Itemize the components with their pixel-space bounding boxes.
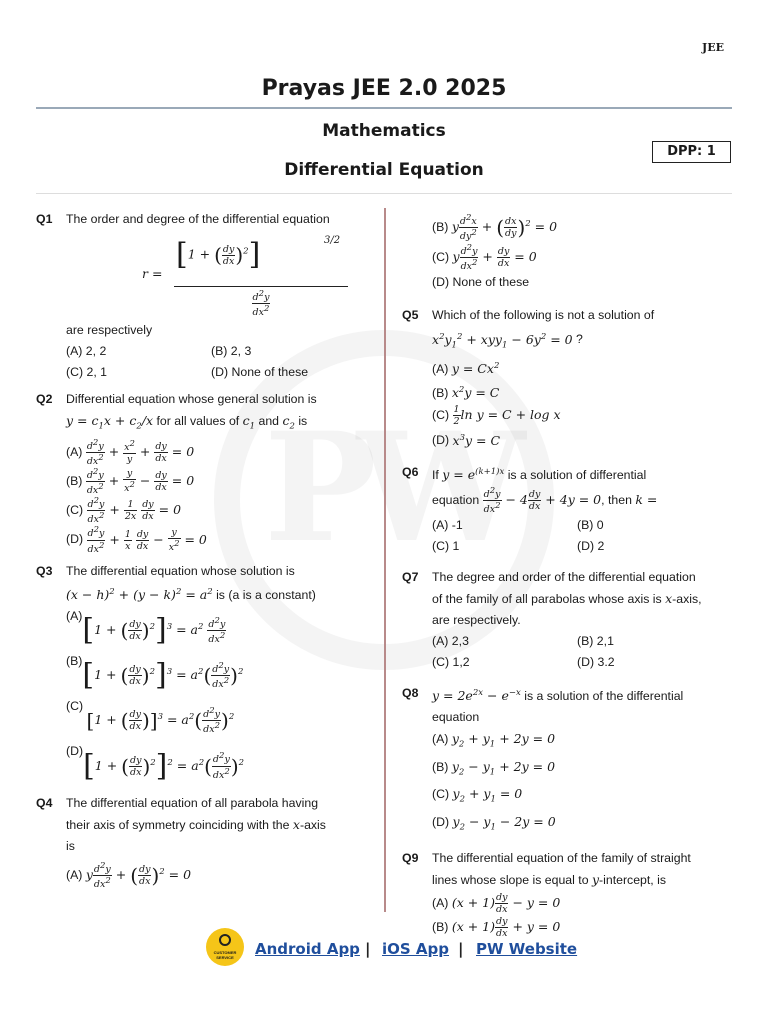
question-text: The differential equation of all parabola having bbox=[66, 795, 319, 810]
question-text: and bbox=[258, 414, 280, 428]
customer-service-logo[interactable] bbox=[206, 928, 244, 966]
right-column bbox=[402, 209, 734, 939]
question-number: Q7 bbox=[402, 570, 419, 585]
option-c: (C) 1,2 bbox=[432, 655, 470, 670]
question-text: equation bbox=[432, 710, 480, 725]
option-c: (C) bbox=[432, 787, 450, 802]
question-7: Q7 The degree and order of the differential equation of the family of all parabolas whose axis is x-axis, are respectively. (A) 2,3 (B) 2,1 (C) 1,2 (D) 3.2 bbox=[402, 567, 734, 673]
pw-website-link[interactable]: PW Website bbox=[476, 940, 578, 958]
option-a: (A) bbox=[66, 608, 83, 623]
footer-separator: | bbox=[365, 940, 371, 958]
option-b: (B) 2,1 bbox=[577, 634, 614, 649]
question-3: Q3 The differential equation whose solution is $(x - h)^2 + (y - k)^2 = a^2$ is (a is a constant) (A)[1 + ( $\frac{dy}{dx}$ )$^2]^3 = a^2$ $\frac{d^2y}{dx^2}$ (B)[1 + ( $\frac{dy}{dx}$ )$^2]^3 = a^2$( $\frac{d^2y}{dx^2}$ )$^2$ (C) [1 + ( $\frac{dy}{dx}$ )]$^3 = a^2$( $\frac{d^2y}{dx^2}$ )$^2$ (D)[1 + ( $\frac{dy}{dx}$ )$^2]^2 = a^2$( $\frac{d^2y}{dx^2}$ )$^2$ bbox=[36, 561, 370, 787]
option-c: (C) 1 bbox=[432, 539, 460, 554]
left-column bbox=[36, 209, 370, 890]
question-text: -intercept, is bbox=[599, 873, 667, 888]
question-number: Q4 bbox=[36, 795, 53, 810]
question-text: The order and degree of the differential equation bbox=[66, 212, 330, 226]
page-title: Prayas JEE 2.0 2025 bbox=[261, 76, 507, 101]
chapter-heading: Differential Equation bbox=[284, 160, 484, 180]
option-a: (A) bbox=[66, 444, 83, 459]
question-text: -axis, bbox=[672, 592, 702, 607]
option-b: (B) bbox=[66, 473, 83, 488]
option-a: (A) bbox=[432, 896, 449, 911]
question-text: The degree and order of the differential equation bbox=[432, 570, 696, 585]
question-text: is bbox=[298, 414, 308, 428]
question-number: Q2 bbox=[36, 392, 53, 406]
question-number: Q3 bbox=[36, 563, 53, 578]
option-b: (B) 0 bbox=[577, 518, 604, 533]
question-1 bbox=[36, 209, 370, 383]
option-a: (A) bbox=[432, 362, 449, 377]
question-text: of the family of all parabolas whose axis is bbox=[432, 592, 662, 607]
question-text: lines whose slope is equal to bbox=[432, 873, 589, 888]
question-text: Differential equation whose general solution is bbox=[66, 392, 317, 406]
question-text: Which of the following is not a solution of bbox=[432, 308, 655, 323]
question-2: Q2 Differential equation whose general solution is $y = c_1x + c_2/x$ for all values of $c_1$ and $c_2$ is (A) $\frac{d^2y}{dx^2}$ + $\frac{x^2}{y}$ + $\frac{dy}{dx}$ = 0 (B) $\frac{d^2y}{dx^2}$ + $\frac{y}{x^2}$ − $\frac{dy}{dx}$ = 0 (C) $\frac{d^2y}{dx^2}$ + $\frac{1}{2x}$ $\frac{dy}{dx}$ = 0 (D) $\frac{d^2y}{dx^2}$ + $\frac{1}{x}$ $\frac{dy}{dx}$ − $\frac{y}{x^2}$ = 0 bbox=[36, 389, 370, 555]
option-d: (D) 3.2 bbox=[577, 655, 615, 670]
option-c: (C) bbox=[66, 699, 84, 714]
question-text: , then bbox=[601, 492, 632, 507]
option-a: (A) 2, 2 bbox=[66, 344, 107, 358]
option-d: (D) None of these bbox=[211, 365, 309, 379]
question-4-continued: (B) y $\frac{d^2x}{dy^2}$ + ( $\frac{dx}{dy}$ )$^2$ = 0 (C) y $\frac{d^2y}{dx^2}$ + $\frac{dy}{dx}$ = 0 (D) None of these bbox=[402, 209, 734, 293]
option-b: (B) bbox=[432, 386, 449, 401]
question-text: equation bbox=[432, 492, 480, 507]
column-divider bbox=[384, 208, 386, 912]
option-b: (B) bbox=[432, 220, 449, 235]
question-text: -axis bbox=[299, 817, 326, 832]
question-number: Q5 bbox=[402, 308, 419, 323]
footer-separator: | bbox=[458, 940, 464, 958]
logo-caption: CUSTOMER SERVICE bbox=[213, 950, 237, 960]
headset-icon bbox=[219, 934, 231, 946]
option-b: (B) bbox=[432, 920, 449, 935]
option-c: (C) bbox=[66, 503, 84, 518]
header-rule bbox=[36, 193, 732, 194]
question-number: Q9 bbox=[402, 851, 419, 866]
question-text-continued: are respectively bbox=[66, 323, 153, 337]
question-text: is a solution of differential bbox=[507, 467, 647, 482]
question-4: Q4 The differential equation of all parabola having their axis of symmetry coinciding with the x-axis is (A) y $\frac{d^2y}{dx^2}$ + ( $\frac{dy}{dx}$ )$^2$ = 0 bbox=[36, 793, 370, 890]
option-d: (D) 2 bbox=[577, 539, 605, 554]
option-b: (B) bbox=[66, 654, 83, 669]
option-d: (D) bbox=[66, 532, 84, 547]
equation-display: r = [1 + ( $\frac{dy}{dx}$ )$^2$] 3/2 $\frac{d^2y}{dx^2}$ bbox=[66, 230, 370, 316]
question-text: The differential equation of the family of straight bbox=[432, 851, 691, 866]
ios-app-link[interactable]: iOS App bbox=[382, 940, 450, 958]
option-c: (C) 2, 1 bbox=[66, 365, 107, 379]
option-a: (A) -1 bbox=[432, 518, 463, 533]
question-number: Q6 bbox=[402, 464, 419, 479]
question-text: are respectively. bbox=[432, 613, 521, 628]
question-text: If bbox=[432, 467, 439, 482]
question-text: is (a is a constant) bbox=[216, 587, 316, 602]
question-8: Q8 $y = 2e^{2x} - e^{-x}$ is a solution of the differential equation (A) $y_2 + y_1 + 2y = 0$ (B) $y_2 - y_1 + 2y = 0$ (C) $y_2 + y_1 = 0$ (D) $y_2 - y_1 - 2y = 0$ bbox=[402, 683, 734, 838]
question-text: their axis of symmetry coinciding with the bbox=[66, 817, 290, 832]
option-a: (A) 2,3 bbox=[432, 634, 469, 649]
question-number: Q1 bbox=[36, 212, 53, 226]
title-rule bbox=[36, 107, 732, 109]
question-text: is a solution of the differential bbox=[524, 689, 684, 704]
option-c: (C) bbox=[432, 408, 450, 423]
question-9: Q9 The differential equation of the family of straight lines whose slope is equal to y-intercept, is (A) (x + 1) $\frac{dy}{dx}$ − y = 0 (B) (x + 1) $\frac{dy}{dx}$ + y = 0 bbox=[402, 848, 734, 939]
question-6: Q6 If $y = e^{(k+1)x}$ is a solution of differential equation $\frac{d^2y}{dx^2}$ − 4 $\frac{dy}{dx}$ + 4y = 0, then k = (A) -1 (B) 0 (C) 1 (D) 2 bbox=[402, 462, 734, 557]
option-a: (A) bbox=[432, 732, 449, 747]
option-d: (D) bbox=[66, 744, 84, 759]
exam-tag: JEE bbox=[702, 41, 724, 54]
question-text: The differential equation whose solution is bbox=[66, 563, 295, 578]
option-b: (B) 2, 3 bbox=[211, 344, 252, 358]
option-b: (B) bbox=[432, 759, 449, 774]
option-a: (A) bbox=[66, 867, 83, 882]
question-5: Q5 Which of the following is not a solution of $x^2y_1^2 + xyy_1 - 6y^2 = 0$ ? (A) $y = Cx^2$ (B) $x^2y = C$ (C) $\frac{1}{2}$ ln y = C + log x (D) $x^3y = C$ bbox=[402, 305, 734, 451]
option-d: (D) bbox=[432, 433, 450, 448]
question-text: for all values of bbox=[156, 414, 240, 428]
option-d: (D) bbox=[432, 814, 450, 829]
option-c: (C) bbox=[432, 250, 450, 265]
option-d: (D) None of these bbox=[432, 275, 530, 290]
subject-heading: Mathematics bbox=[322, 121, 446, 141]
question-number: Q8 bbox=[402, 686, 419, 701]
dpp-badge: DPP: 1 bbox=[652, 141, 731, 163]
question-text: is bbox=[66, 838, 75, 853]
android-app-link[interactable]: Android App bbox=[255, 940, 360, 958]
